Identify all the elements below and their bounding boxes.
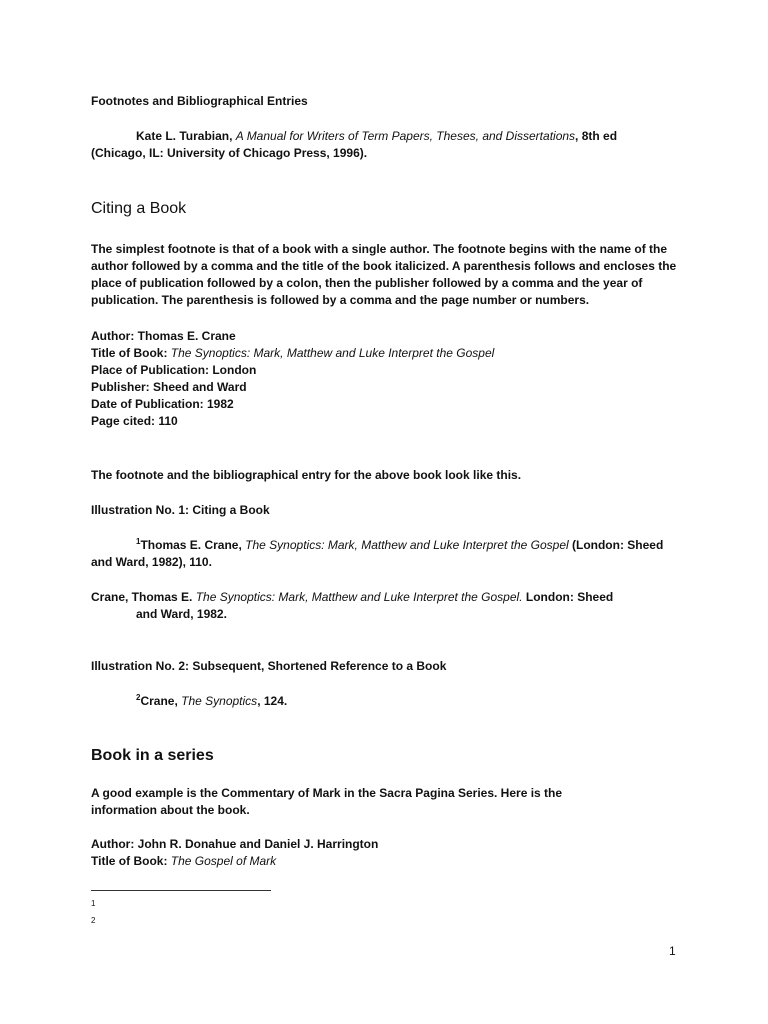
- field-title-value: The Gospel of Mark: [170, 854, 277, 868]
- field-publisher: Publisher: Sheed and Ward: [91, 380, 247, 394]
- footnote-line: [91, 693, 681, 710]
- field-author: Author: Thomas E. Crane: [91, 329, 236, 343]
- illustration-1-bibliography: [91, 589, 681, 623]
- bibliography-line-2: and Ward, 1982.: [136, 607, 227, 621]
- turabian-reference: [91, 128, 681, 162]
- footnote-number-2: 2: [91, 916, 96, 925]
- page-heading: Footnotes and Bibliographical Entries: [91, 94, 308, 108]
- section-title-citing-a-book: Citing a Book: [91, 200, 187, 217]
- footnote-title: The Synoptics: [181, 694, 258, 708]
- page-number: 1: [669, 944, 676, 958]
- turabian-tail: , 8th ed: [575, 129, 618, 143]
- field-title: [91, 345, 681, 362]
- illustration-intro: The footnote and the bibliographical entry for the above book look like this.: [91, 468, 522, 482]
- field-title-value: The Synoptics: Mark, Matthew and Luke Interpret the Gospel: [170, 346, 495, 360]
- bibliography-tail: London: Sheed: [522, 590, 614, 604]
- paragraph-line: publication. The parenthesis is followed by a comma and the page number or numbers.: [91, 293, 590, 307]
- footnote-marker: 2: [136, 693, 141, 702]
- turabian-line-2: (Chicago, IL: University of Chicago Press, 1996).: [91, 146, 368, 160]
- paragraph-line: The simplest footnote is that of a book with a single author. The footnote begins with the name of the: [91, 242, 668, 256]
- field-title-label: Title of Book:: [91, 346, 171, 360]
- footnote-line-2: and Ward, 1982), 110.: [91, 555, 212, 569]
- field-place: Place of Publication: London: [91, 363, 257, 377]
- footnote-marker: 1: [136, 537, 141, 546]
- illustration-2-footnote: [91, 693, 681, 710]
- illustration-1-footnote: [91, 537, 681, 571]
- illustration-1-heading: Illustration No. 1: Citing a Book: [91, 503, 270, 517]
- footnote-number-1: 1: [91, 899, 96, 908]
- field-author: Author: John R. Donahue and Daniel J. Harrington: [91, 837, 379, 851]
- bibliography-line-1: [91, 589, 681, 606]
- section-title-book-in-series: Book in a series: [91, 747, 214, 764]
- field-title-label: Title of Book:: [91, 854, 171, 868]
- turabian-line-1: [91, 128, 681, 145]
- series-fields-list: [91, 836, 681, 870]
- footnote-lead: Thomas E. Crane,: [140, 538, 246, 552]
- footnote-separator: [91, 890, 271, 891]
- paragraph-line: author followed by a comma and the title of the book italicized. A parenthesis follows and encloses the: [91, 259, 677, 273]
- paragraph-line: A good example is the Commentary of Mark in the Sacra Pagina Series. Here is the: [91, 786, 563, 800]
- paragraph-line: information about the book.: [91, 803, 250, 817]
- paragraph-line: place of publication followed by a colon, then the publisher followed by a comma and the year of: [91, 276, 643, 290]
- bibliography-lead: Crane, Thomas E.: [91, 590, 196, 604]
- bibliography-title: The Synoptics: Mark, Matthew and Luke Interpret the Gospel.: [195, 590, 523, 604]
- citing-book-paragraph: [91, 241, 681, 309]
- turabian-title: A Manual for Writers of Term Papers, Theses, and Dissertations: [235, 129, 576, 143]
- field-title: [91, 853, 681, 870]
- series-paragraph: [91, 785, 681, 819]
- field-date: Date of Publication: 1982: [91, 397, 234, 411]
- book-fields-list: [91, 328, 681, 430]
- footnote-tail: (London: Sheed: [568, 538, 664, 552]
- field-page: Page cited: 110: [91, 414, 178, 428]
- footnote-line-1: [91, 537, 681, 554]
- footnote-tail: , 124.: [257, 694, 288, 708]
- illustration-2-heading: Illustration No. 2: Subsequent, Shortened Reference to a Book: [91, 659, 447, 673]
- footnote-lead: Crane,: [140, 694, 182, 708]
- footnote-title: The Synoptics: Mark, Matthew and Luke Interpret the Gospel: [245, 538, 569, 552]
- turabian-lead: Kate L. Turabian,: [136, 129, 236, 143]
